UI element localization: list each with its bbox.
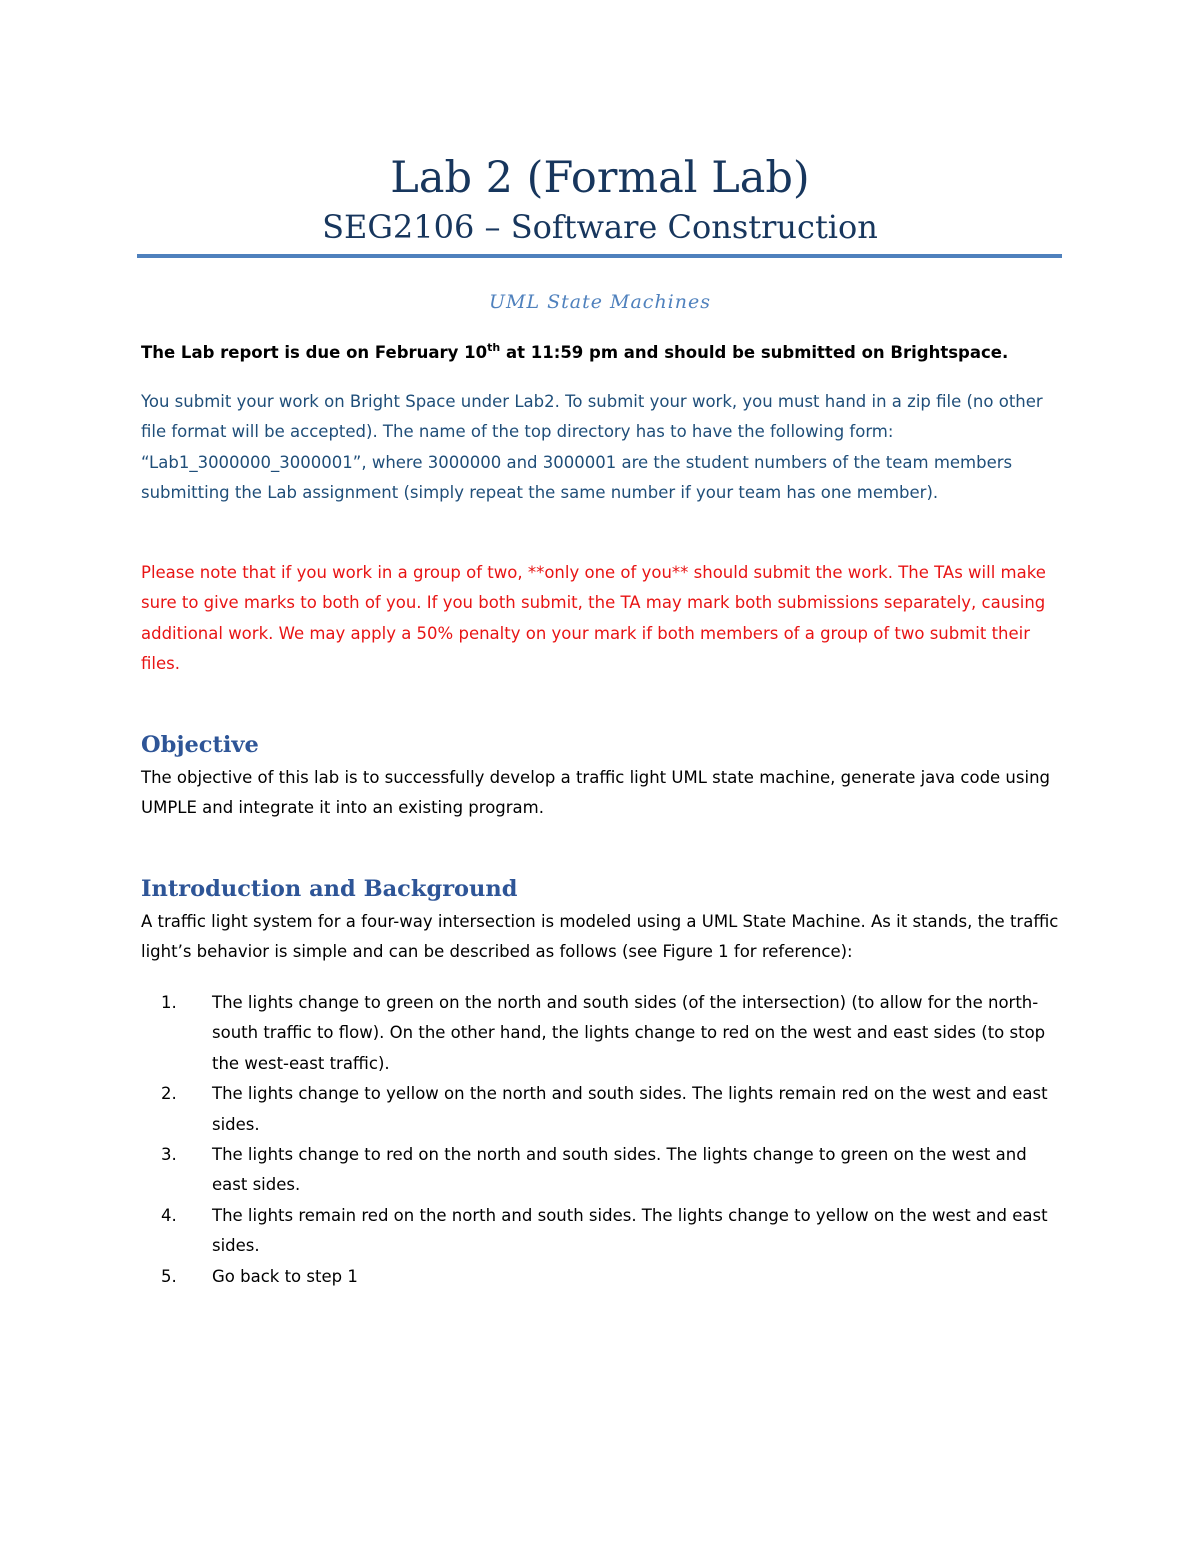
title-divider [137,254,1062,258]
list-item [141,1201,1066,1262]
step-number: 4. [161,1205,177,1225]
list-item [141,988,1066,1079]
due-date-ordinal: th [487,341,501,354]
step-number: 2. [161,1084,177,1104]
objective-heading: Objective [141,732,259,758]
introduction-text: A traffic light system for a four-way intersection is modeled using a UML State Machine. As it stands, the traffic light’s behavior is simple and can be described as follows (see Figure 1 for reference): [141,912,1059,962]
due-notice [141,338,1066,368]
step-number: 1. [161,993,177,1012]
step-text: Go back to step 1 [212,1266,358,1286]
step-text: The lights remain red on the north and south sides. The lights change to yellow on the west and east sides. [212,1205,1048,1256]
list-item [141,1079,1066,1140]
introduction-heading: Introduction and Background [141,876,518,902]
objective-text: The objective of this lab is to successfully develop a traffic light UML state machine, generate java code using UMPLE and integrate it into an existing program. [141,768,1051,818]
step-number: 5. [161,1266,177,1286]
document-title: Lab 2 (Formal Lab) [390,153,810,203]
submission-instructions: You submit your work on Bright Space under Lab2. To submit your work, you must hand in a zip file (no other file format will be accepted). The name of the top directory has to have the following form: “Lab1_3000000_3000001”, where 3000000 and 3000001 are the student numbers of the team members submitting the Lab assignment (simply repeat the same number if your team has one member). [141,392,1043,503]
due-notice-text: The Lab report is due on February 10 [141,343,488,362]
step-number: 3. [161,1145,177,1165]
group-warning: Please note that if you work in a group of two, **only one of you** should submit the work. The TAs will make sure to give marks to both of you. If you both submit, the TA may mark both submissions separately, causing additional work. We may apply a 50% penalty on your mark if both members of a group of two submit their files. [141,563,1046,674]
step-text: The lights change to green on the north and south sides (of the intersection) (to allow for the north-south traffic to flow). On the other hand, the lights change to red on the west and east sides (to stop the west-east traffic). [212,993,1046,1073]
due-notice-text-end: at 11:59 pm and should be submitted on Brightspace. [500,343,1009,362]
step-text: The lights change to yellow on the north and south sides. The lights remain red on the west and east sides. [212,1084,1048,1134]
document-subtitle: SEG2106 – Software Construction [322,208,878,246]
traffic-light-steps [141,988,1066,1292]
step-text: The lights change to red on the north and south sides. The lights change to green on the west and east sides. [212,1145,1027,1195]
list-item [141,1262,1066,1292]
list-item [141,1140,1066,1201]
document-topic: UML State Machines [489,291,711,313]
